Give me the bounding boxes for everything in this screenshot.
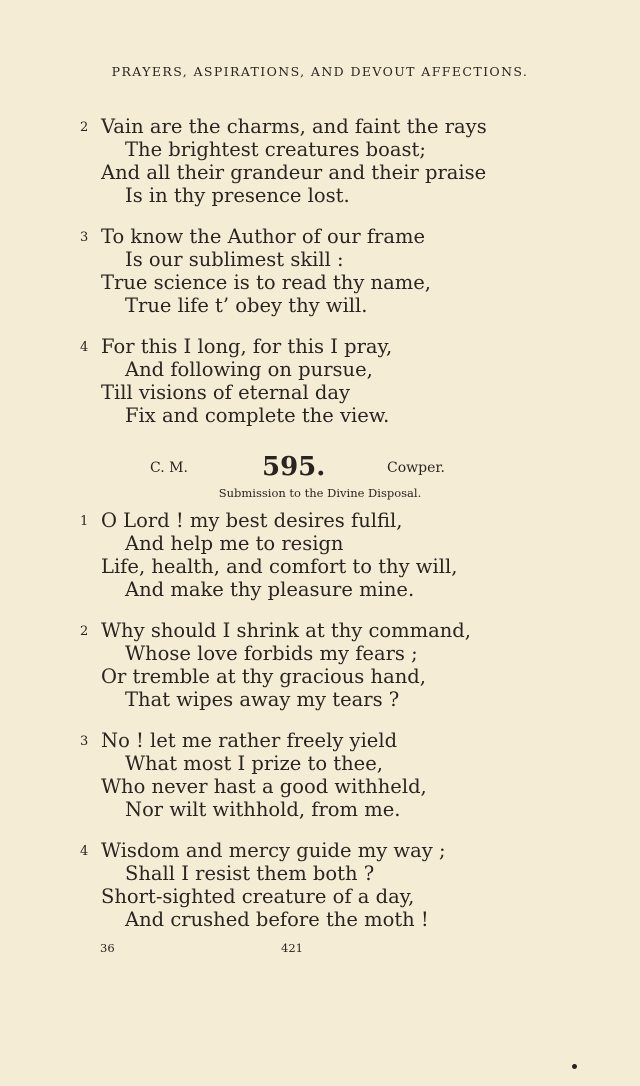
signature-mark: 36: [100, 941, 115, 955]
verse-line: [80, 729, 600, 752]
verse-text: Why should I shrink at thy command,: [101, 619, 471, 642]
verse-line: [80, 509, 600, 532]
stanza-number: 4: [80, 340, 89, 355]
verse-line: [80, 294, 600, 317]
page-number: 421: [281, 941, 303, 955]
verse-text: True life t’ obey thy will.: [125, 294, 368, 317]
verse-line: [80, 642, 600, 665]
hymn-author: Cowper.: [387, 460, 445, 476]
verse-line: [80, 161, 600, 184]
stanza: [80, 115, 600, 207]
stanza-number: 1: [80, 514, 89, 529]
verse-text: What most I prize to thee,: [125, 752, 383, 775]
verse-line: [80, 184, 600, 207]
stanza-number: 2: [80, 624, 89, 639]
verse-line: [80, 138, 600, 161]
verse-line: [80, 248, 600, 271]
verse-text: Is in thy presence lost.: [125, 184, 350, 207]
verse-text: Or tremble at thy gracious hand,: [101, 665, 426, 688]
verse-text: Wisdom and mercy guide my way ;: [101, 839, 446, 862]
hymn-title: Submission to the Divine Disposal.: [218, 486, 422, 500]
hymn-heading: [0, 452, 640, 482]
stanza: [80, 619, 600, 711]
verse-text: And help me to resign: [125, 532, 344, 555]
verse-text: Life, health, and comfort to thy will,: [101, 555, 458, 578]
ink-speck: [572, 1064, 577, 1069]
stanza: [80, 729, 600, 821]
verse-text: Nor wilt withhold, from me.: [125, 798, 401, 821]
verse-text: True science is to read thy name,: [101, 271, 431, 294]
verse-line: [80, 885, 600, 908]
verse-line: [80, 381, 600, 404]
stanza: [80, 225, 600, 317]
verse-text: Till visions of eternal day: [101, 381, 351, 404]
verse-line: [80, 532, 600, 555]
verse-text: For this I long, for this I pray,: [101, 335, 393, 358]
stanza: [80, 839, 600, 931]
verse-text: O Lord ! my best desires fulfil,: [101, 509, 403, 532]
stanza-number: 3: [80, 734, 89, 749]
verse-line: [80, 619, 600, 642]
verse-text: Vain are the charms, and faint the rays: [101, 115, 487, 138]
hymn-number: 595.: [262, 452, 326, 482]
verse-line: [80, 839, 600, 862]
verse-line: [80, 335, 600, 358]
verse-text: The brightest creatures boast;: [125, 138, 426, 161]
verse-line: [80, 115, 600, 138]
verse-line: [80, 225, 600, 248]
verse-text: Is our sublimest skill :: [125, 248, 344, 271]
verse-line: [80, 665, 600, 688]
running-header: PRAYERS, ASPIRATIONS, AND DEVOUT AFFECTIONS.: [111, 64, 529, 79]
verse-text: To know the Author of our frame: [101, 225, 426, 248]
verse-line: [80, 798, 600, 821]
verse-line: [80, 578, 600, 601]
stanza-number: 3: [80, 230, 89, 245]
verse-text: And following on pursue,: [125, 358, 373, 381]
verse-line: [80, 271, 600, 294]
verse-text: That wipes away my tears ?: [125, 688, 400, 711]
verse-line: [80, 908, 600, 931]
verse-line: [80, 555, 600, 578]
verse-line: [80, 688, 600, 711]
verse-line: [80, 404, 600, 427]
verse-text: Whose love forbids my fears ;: [125, 642, 418, 665]
verse-line: [80, 862, 600, 885]
stanza-number: 4: [80, 844, 89, 859]
verse-text: No ! let me rather freely yield: [101, 729, 398, 752]
verse-line: [80, 775, 600, 798]
hymn-meter: C. M.: [150, 460, 188, 476]
verse-text: And all their grandeur and their praise: [101, 161, 487, 184]
verse-line: [80, 358, 600, 381]
stanza: [80, 335, 600, 427]
verse-text: Short-sighted creature of a day,: [101, 885, 415, 908]
verse-text: And make thy pleasure mine.: [125, 578, 415, 601]
verse-text: Shall I resist them both ?: [125, 862, 375, 885]
verse-text: And crushed before the moth !: [125, 908, 429, 931]
stanza-number: 2: [80, 120, 89, 135]
verse-line: [80, 752, 600, 775]
stanza: [80, 509, 600, 601]
verse-text: Fix and complete the view.: [125, 404, 390, 427]
verse-text: Who never hast a good withheld,: [101, 775, 427, 798]
